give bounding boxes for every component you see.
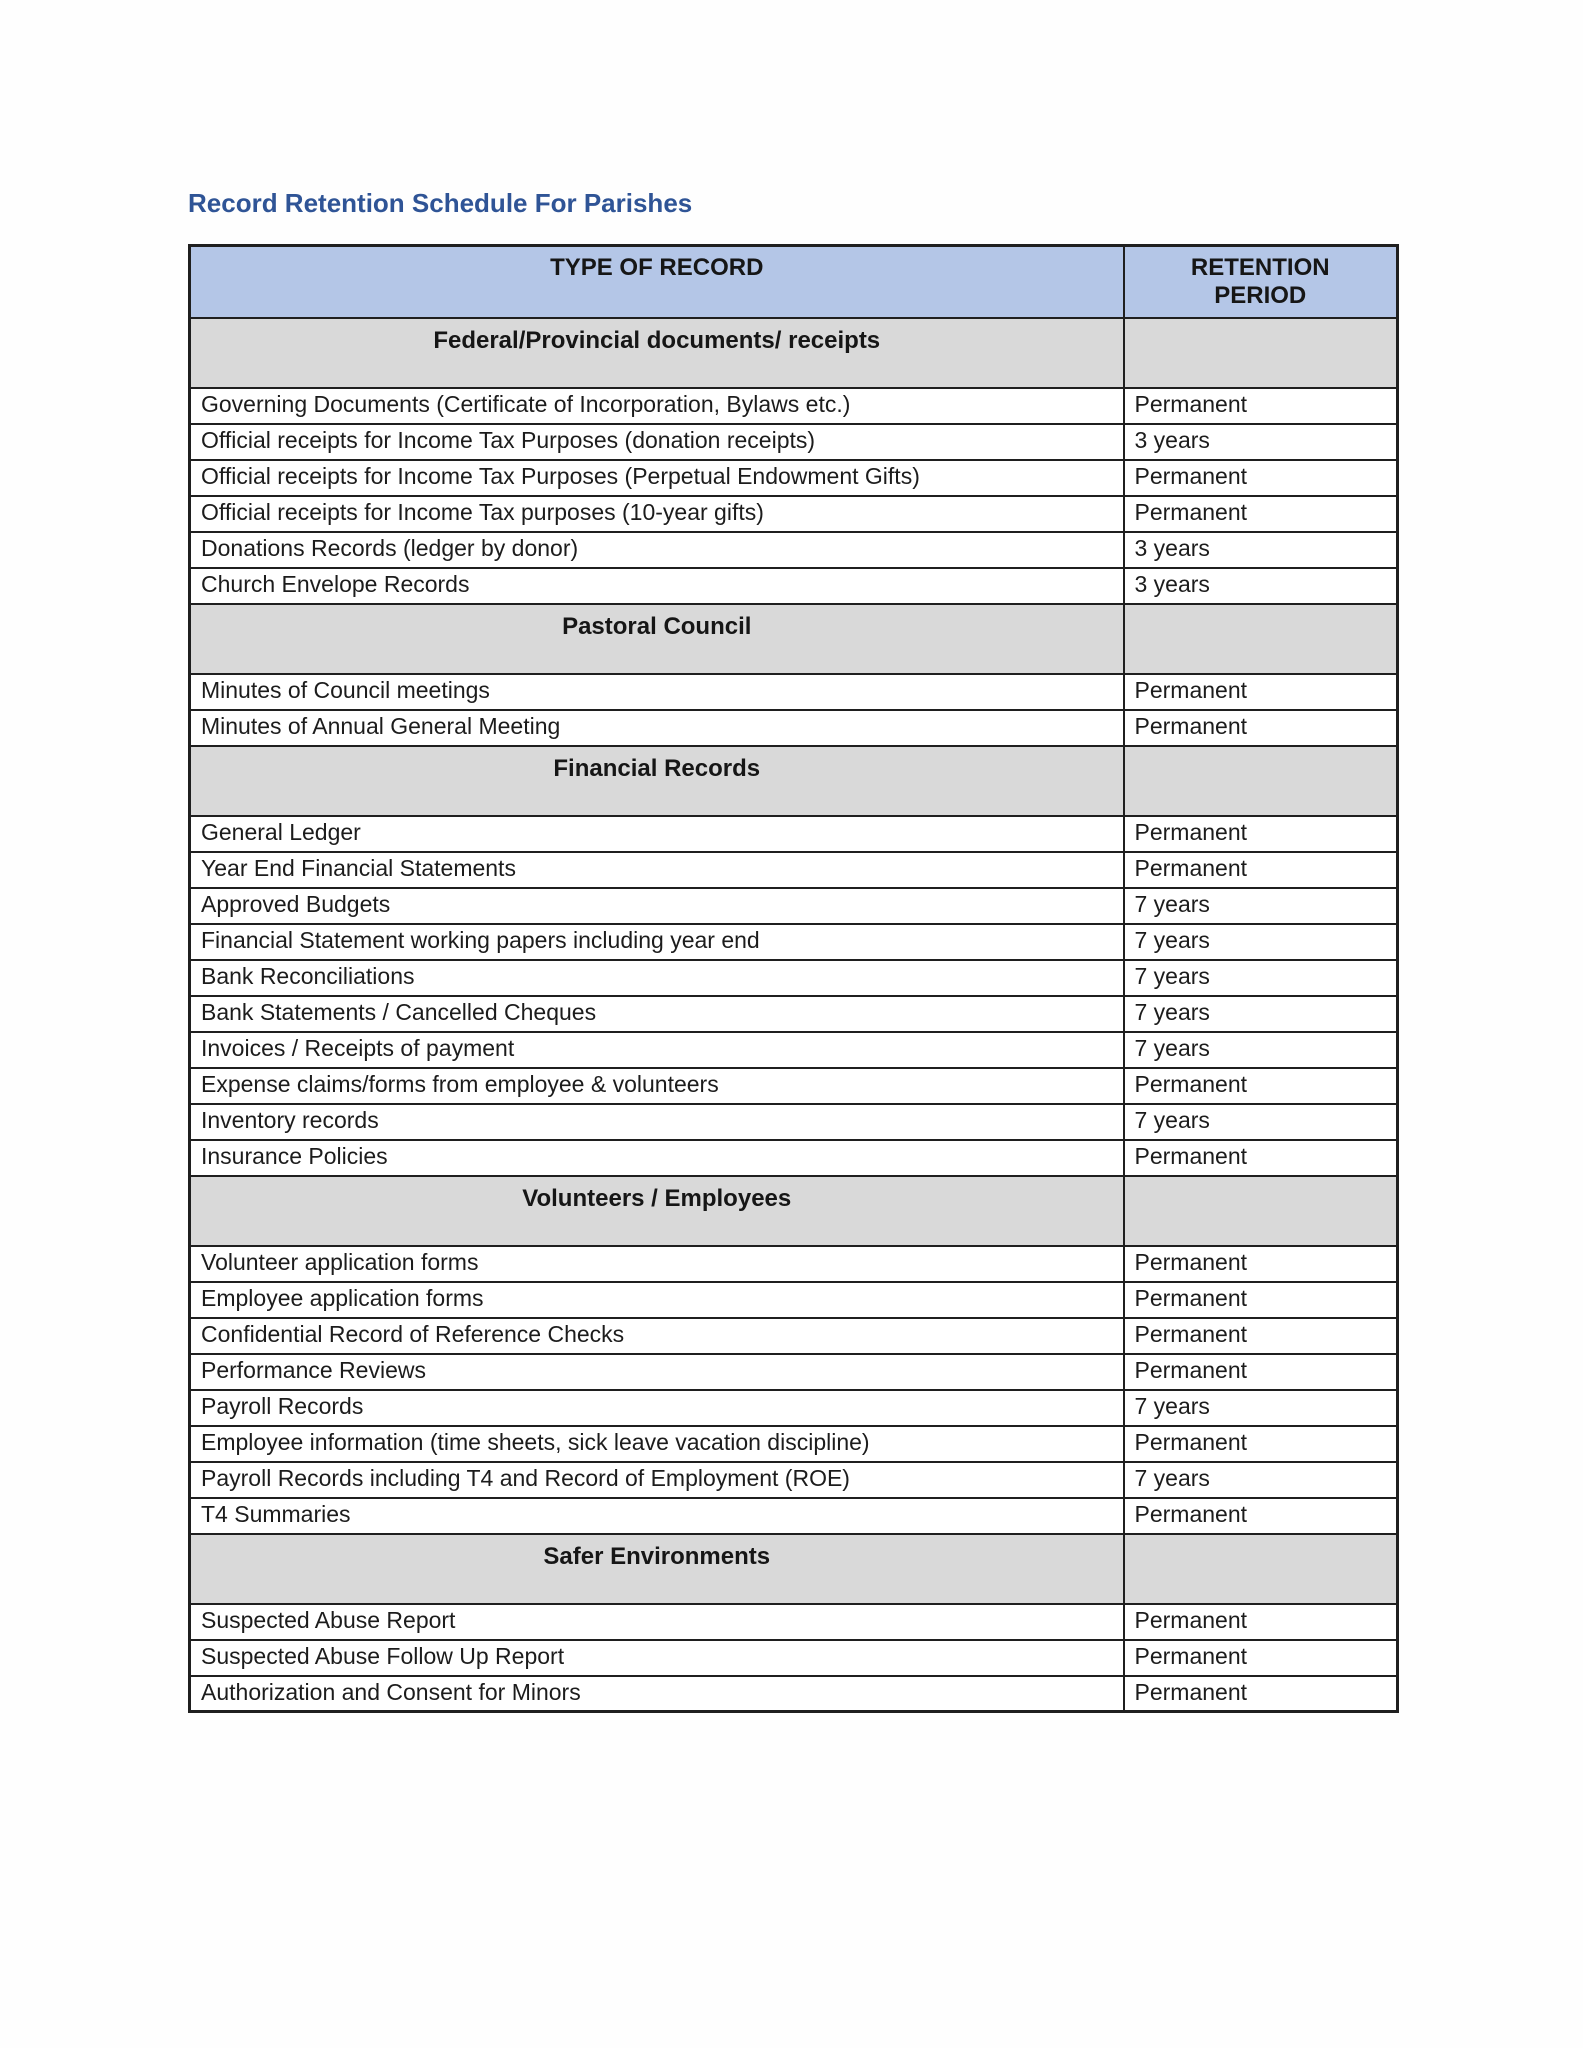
- record-type-cell: Confidential Record of Reference Checks: [190, 1318, 1124, 1354]
- record-type-cell: Expense claims/forms from employee & volunteers: [190, 1068, 1124, 1104]
- table-row: [190, 1246, 1398, 1282]
- retention-period-cell: Permanent: [1124, 816, 1398, 852]
- retention-period-cell: 7 years: [1124, 1104, 1398, 1140]
- section-label: Financial Records: [190, 746, 1124, 816]
- table-row: [190, 1104, 1398, 1140]
- table-row: [190, 1604, 1398, 1640]
- retention-period-cell: Permanent: [1124, 1604, 1398, 1640]
- retention-period-cell: 7 years: [1124, 888, 1398, 924]
- table-row: [190, 496, 1398, 532]
- retention-period-cell: Permanent: [1124, 710, 1398, 746]
- record-type-cell: Official receipts for Income Tax Purposes (Perpetual Endowment Gifts): [190, 460, 1124, 496]
- table-row: [190, 388, 1398, 424]
- table-row: [190, 924, 1398, 960]
- retention-period-cell: Permanent: [1124, 460, 1398, 496]
- record-type-cell: Payroll Records: [190, 1390, 1124, 1426]
- retention-period-cell: 7 years: [1124, 1390, 1398, 1426]
- retention-period-cell: Permanent: [1124, 1318, 1398, 1354]
- table-row: [190, 852, 1398, 888]
- retention-period-cell: Permanent: [1124, 1426, 1398, 1462]
- table-row: [190, 1498, 1398, 1534]
- section-header-row: [190, 318, 1398, 388]
- table-body: [190, 318, 1398, 1712]
- retention-period-cell: Permanent: [1124, 1246, 1398, 1282]
- column-header-retention-period: [1124, 246, 1398, 318]
- column-header-type-of-record: TYPE OF RECORD: [190, 246, 1124, 318]
- table-row: [190, 1426, 1398, 1462]
- retention-period-cell: 7 years: [1124, 960, 1398, 996]
- retention-period-cell: 3 years: [1124, 424, 1398, 460]
- retention-period-cell: 7 years: [1124, 1032, 1398, 1068]
- retention-period-cell: 7 years: [1124, 924, 1398, 960]
- record-type-cell: Church Envelope Records: [190, 568, 1124, 604]
- retention-period-cell: Permanent: [1124, 1354, 1398, 1390]
- table-row: [190, 888, 1398, 924]
- retention-period-cell: Permanent: [1124, 674, 1398, 710]
- table-row: [190, 1140, 1398, 1176]
- record-type-cell: General Ledger: [190, 816, 1124, 852]
- retention-period-cell: Permanent: [1124, 1498, 1398, 1534]
- record-type-cell: Donations Records (ledger by donor): [190, 532, 1124, 568]
- section-empty-cell: [1124, 1534, 1398, 1604]
- record-type-cell: Authorization and Consent for Minors: [190, 1676, 1124, 1712]
- table-row: [190, 568, 1398, 604]
- table-row: [190, 816, 1398, 852]
- record-type-cell: Minutes of Council meetings: [190, 674, 1124, 710]
- record-type-cell: Bank Reconciliations: [190, 960, 1124, 996]
- record-type-cell: Inventory records: [190, 1104, 1124, 1140]
- record-type-cell: Insurance Policies: [190, 1140, 1124, 1176]
- table-row: [190, 674, 1398, 710]
- table-row: [190, 960, 1398, 996]
- section-empty-cell: [1124, 1176, 1398, 1246]
- record-type-cell: Volunteer application forms: [190, 1246, 1124, 1282]
- record-type-cell: Invoices / Receipts of payment: [190, 1032, 1124, 1068]
- record-type-cell: Minutes of Annual General Meeting: [190, 710, 1124, 746]
- section-label: Pastoral Council: [190, 604, 1124, 674]
- retention-period-cell: Permanent: [1124, 496, 1398, 532]
- retention-period-cell: 7 years: [1124, 996, 1398, 1032]
- record-type-cell: Financial Statement working papers including year end: [190, 924, 1124, 960]
- section-header-row: [190, 746, 1398, 816]
- record-type-cell: T4 Summaries: [190, 1498, 1124, 1534]
- table-row: [190, 1390, 1398, 1426]
- retention-period-cell: 3 years: [1124, 532, 1398, 568]
- section-label: Safer Environments: [190, 1534, 1124, 1604]
- record-type-cell: Employee information (time sheets, sick leave vacation discipline): [190, 1426, 1124, 1462]
- record-type-cell: Official receipts for Income Tax Purposes (donation receipts): [190, 424, 1124, 460]
- section-empty-cell: [1124, 318, 1398, 388]
- table-header-row: [190, 246, 1398, 318]
- table-row: [190, 1068, 1398, 1104]
- record-type-cell: Employee application forms: [190, 1282, 1124, 1318]
- retention-period-cell: Permanent: [1124, 1068, 1398, 1104]
- section-label: Volunteers / Employees: [190, 1176, 1124, 1246]
- record-type-cell: Payroll Records including T4 and Record of Employment (ROE): [190, 1462, 1124, 1498]
- table-row: [190, 424, 1398, 460]
- table-row: [190, 1032, 1398, 1068]
- section-header-row: [190, 604, 1398, 674]
- retention-period-cell: Permanent: [1124, 1640, 1398, 1676]
- section-header-row: [190, 1534, 1398, 1604]
- retention-period-cell: Permanent: [1124, 388, 1398, 424]
- section-empty-cell: [1124, 746, 1398, 816]
- section-header-row: [190, 1176, 1398, 1246]
- record-type-cell: Official receipts for Income Tax purposes (10-year gifts): [190, 496, 1124, 532]
- record-type-cell: Bank Statements / Cancelled Cheques: [190, 996, 1124, 1032]
- retention-period-cell: 7 years: [1124, 1462, 1398, 1498]
- table-row: [190, 710, 1398, 746]
- section-label: Federal/Provincial documents/ receipts: [190, 318, 1124, 388]
- table-row: [190, 532, 1398, 568]
- record-type-cell: Suspected Abuse Follow Up Report: [190, 1640, 1124, 1676]
- record-type-cell: Performance Reviews: [190, 1354, 1124, 1390]
- table-row: [190, 1318, 1398, 1354]
- table-row: [190, 1282, 1398, 1318]
- retention-period-cell: Permanent: [1124, 852, 1398, 888]
- table-row: [190, 460, 1398, 496]
- table-row: [190, 1676, 1398, 1712]
- page-title: Record Retention Schedule For Parishes: [188, 188, 693, 218]
- record-type-cell: Year End Financial Statements: [190, 852, 1124, 888]
- table-row: [190, 1462, 1398, 1498]
- record-type-cell: Suspected Abuse Report: [190, 1604, 1124, 1640]
- section-empty-cell: [1124, 604, 1398, 674]
- table-row: [190, 1640, 1398, 1676]
- retention-period-cell: Permanent: [1124, 1140, 1398, 1176]
- table-row: [190, 1354, 1398, 1390]
- retention-period-cell: Permanent: [1124, 1676, 1398, 1712]
- record-type-cell: Approved Budgets: [190, 888, 1124, 924]
- retention-period-cell: 3 years: [1124, 568, 1398, 604]
- retention-period-header-label: RETENTION PERIOD: [1190, 254, 1330, 309]
- record-retention-table: [188, 244, 1399, 1713]
- record-type-cell: Governing Documents (Certificate of Incorporation, Bylaws etc.): [190, 388, 1124, 424]
- retention-period-cell: Permanent: [1124, 1282, 1398, 1318]
- table-row: [190, 996, 1398, 1032]
